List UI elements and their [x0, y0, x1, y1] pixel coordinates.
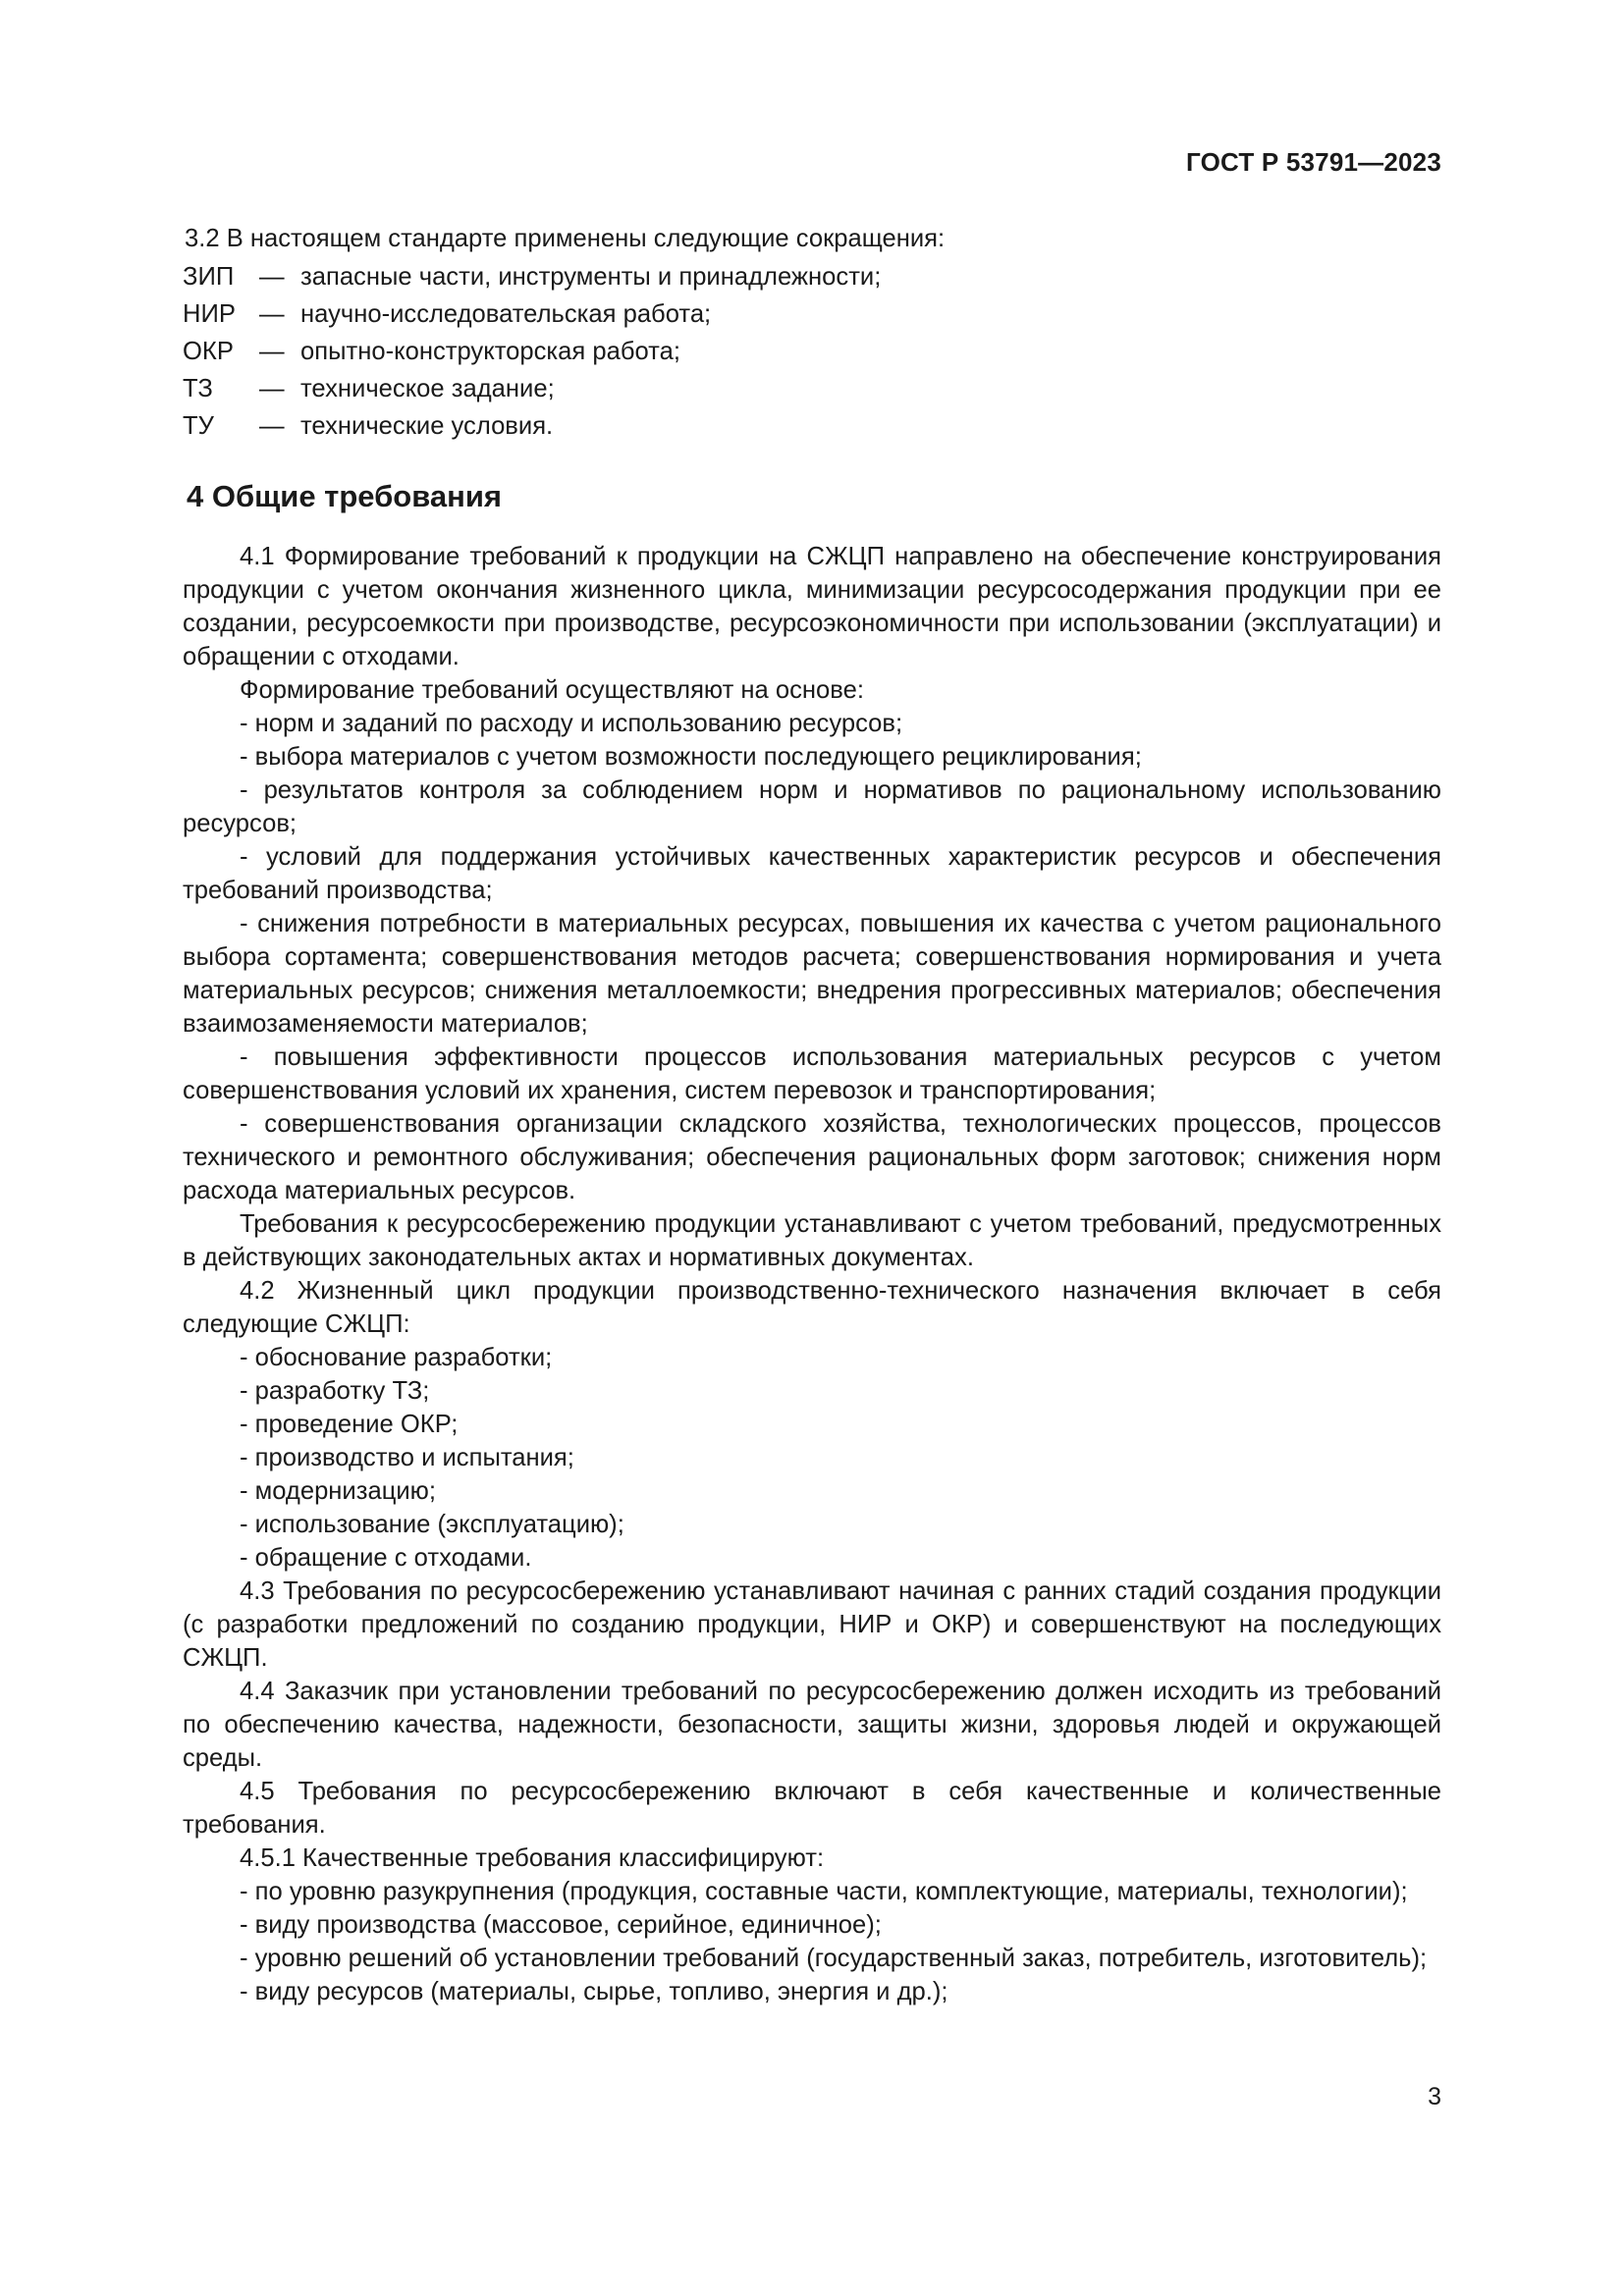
paragraph-4-4: 4.4 Заказчик при установлении требований по ресурсосбережению должен исходить из требований по обеспечению качества, надежности, безопасности, защиты жизни, здоровья людей и окружающей среды.: [183, 1678, 1441, 1772]
abbreviation-dash: —: [259, 263, 285, 291]
paragraph-4-3: 4.3 Требования по ресурсосбережению устанавливают начиная с ранних стадий создания продукции (с разработки предложений по созданию продукции, НИР и ОКР) и совершенствуют на последующих СЖЦП.: [183, 1577, 1441, 1672]
abbreviation-row: [183, 371, 1441, 406]
abbreviation-definition: техническое задание;: [300, 375, 555, 402]
abbreviation-dash: —: [259, 300, 285, 328]
section-paragraphs: [183, 540, 1441, 2008]
abbreviation-row: [183, 408, 1441, 444]
list-item: - проведение ОКР;: [240, 1411, 459, 1438]
document-id-header: ГОСТ Р 53791—2023: [1186, 147, 1441, 177]
abbreviations-list: [183, 259, 1441, 444]
paragraph-4-5: 4.5 Требования по ресурсосбережению включают в себя качественные и количественные требования.: [183, 1778, 1441, 1839]
abbreviation-definition: запасные части, инструменты и принадлежности;: [300, 263, 882, 291]
abbreviation-definition: опытно-конструкторская работа;: [300, 338, 680, 365]
abbreviation-term: ТЗ: [183, 375, 213, 402]
list-item: - виду ресурсов (материалы, сырье, топливо, энергия и др.);: [240, 1978, 948, 2005]
list-item: - разработку ТЗ;: [240, 1377, 430, 1405]
list-item: - условий для поддержания устойчивых качественных характеристик ресурсов и обеспечения требований производства;: [183, 843, 1441, 904]
document-body: [183, 222, 1441, 2008]
paragraph-4-5-1: 4.5.1 Качественные требования классифицируют:: [240, 1844, 825, 1872]
page-number: 3: [1428, 2083, 1441, 2110]
paragraph: Требования к ресурсосбережению продукции устанавливают с учетом требований, предусмотренных в действующих законодательных актах и нормативных документах.: [183, 1210, 1441, 1271]
abbreviation-dash: —: [259, 412, 285, 440]
paragraph-4-2: 4.2 Жизненный цикл продукции производственно-технического назначения включает в себя следующие СЖЦП:: [183, 1277, 1441, 1338]
list-item: - повышения эффективности процессов использования материальных ресурсов с учетом совершенствования условий их хранения, систем перевозок и транспортирования;: [183, 1043, 1441, 1104]
list-item: - по уровню разукрупнения (продукция, составные части, комплектующие, материалы, технологии);: [240, 1878, 1408, 1905]
abbreviations-intro: 3.2 В настоящем стандарте применены следующие сокращения:: [185, 225, 946, 252]
paragraph-4-1: 4.1 Формирование требований к продукции на СЖЦП направлено на обеспечение конструирования продукции с учетом окончания жизненного цикла, минимизации ресурсосодержания продукции при ее создании, ресурсоемкости при производстве, ресурсоэкономичности при использовании (эксплуатации) и обращении с отходами.: [183, 543, 1441, 670]
abbreviation-row: [183, 334, 1441, 369]
abbreviation-term: ЗИП: [183, 263, 235, 291]
abbreviation-dash: —: [259, 375, 285, 402]
list-item: - результатов контроля за соблюдением норм и нормативов по рациональному использованию ресурсов;: [183, 776, 1441, 837]
abbreviation-term: ОКР: [183, 338, 234, 365]
abbreviation-term: НИР: [183, 300, 236, 328]
list-item: - снижения потребности в материальных ресурсах, повышения их качества с учетом рационального выбора сортамента; совершенствования методов расчета; совершенствования нормирования и учета материальных ресурсов; снижения металлоемкости; внедрения прогрессивных материалов; обеспечения взаимозаменяемости материалов;: [183, 910, 1441, 1038]
section-heading: 4 Общие требования: [187, 479, 502, 513]
list-item: - выбора материалов с учетом возможности последующего рециклирования;: [240, 743, 1142, 771]
paragraph: Формирование требований осуществляют на основе:: [240, 676, 864, 704]
list-item: - производство и испытания;: [240, 1444, 574, 1471]
list-item: - модернизацию;: [240, 1477, 436, 1505]
list-item: - виду производства (массовое, серийное, единичное);: [240, 1911, 882, 1939]
list-item: - обращение с отходами.: [240, 1544, 532, 1572]
abbreviation-definition: технические условия.: [300, 412, 554, 440]
abbreviation-definition: научно-исследовательская работа;: [300, 300, 712, 328]
list-item: - уровню решений об установлении требований (государственный заказ, потребитель, изготовитель);: [240, 1945, 1428, 1972]
abbreviation-term: ТУ: [183, 412, 214, 440]
abbreviation-row: [183, 296, 1441, 332]
list-item: - норм и заданий по расходу и использованию ресурсов;: [240, 710, 903, 737]
abbreviation-row: [183, 259, 1441, 294]
list-item: - использование (эксплуатацию);: [240, 1511, 624, 1538]
list-item: - обоснование разработки;: [240, 1344, 553, 1371]
list-item: - совершенствования организации складского хозяйства, технологических процессов, процессов технического и ремонтного обслуживания; обеспечения рациональных форм заготовок; снижения норм расхода материальных ресурсов.: [183, 1110, 1441, 1204]
abbreviation-dash: —: [259, 338, 285, 365]
